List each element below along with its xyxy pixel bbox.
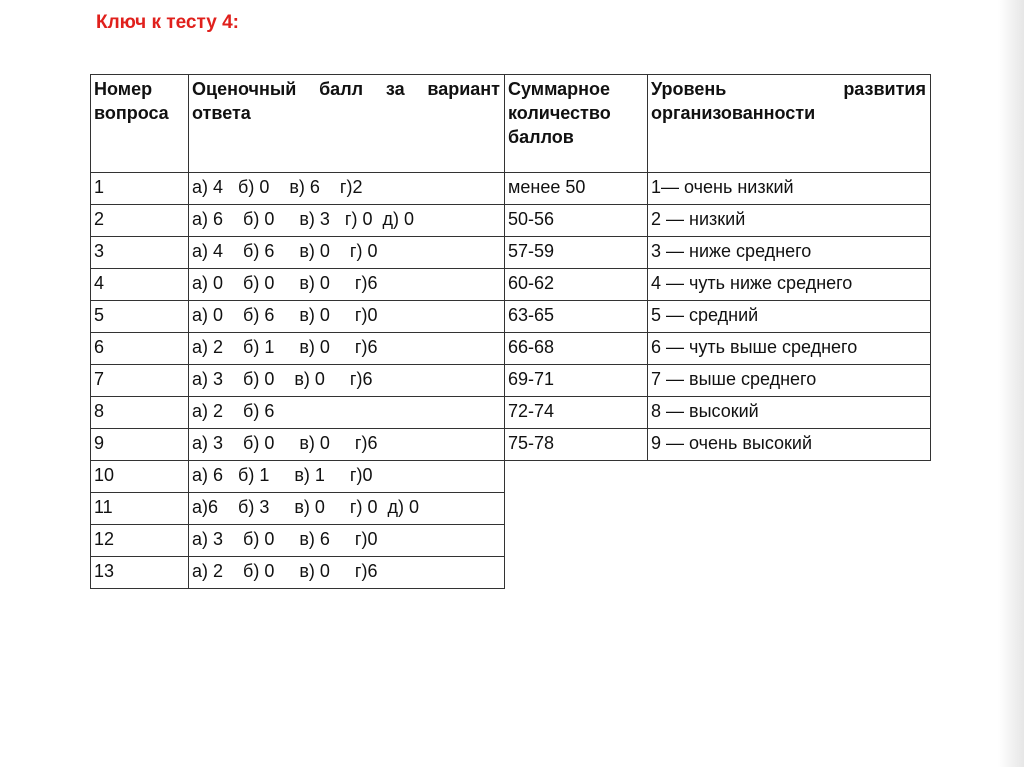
table-row — [91, 557, 505, 589]
score-range-cell: менее 50 — [505, 173, 648, 205]
score-range-cell: 72-74 — [505, 397, 648, 429]
header-total — [505, 75, 648, 173]
header-question-number-line: Номер — [94, 79, 153, 99]
score-range-cell: 75-78 — [505, 429, 648, 461]
level-cell: 2 — низкий — [648, 205, 931, 237]
header-score-word: Оценочный — [192, 79, 297, 99]
score-cell: а) 4 б) 0 в) 6 г)2 — [189, 173, 505, 205]
table-row — [91, 269, 505, 301]
table-row — [91, 397, 505, 429]
level-cell: 5 — средний — [648, 301, 931, 333]
table-row — [91, 173, 505, 205]
header-level-line: организованности — [651, 103, 816, 123]
table-row — [91, 429, 505, 461]
question-number-cell: 1 — [91, 173, 189, 205]
score-cell: а) 4 б) 6 в) 0 г) 0 — [189, 237, 505, 269]
score-cell: а) 6 б) 1 в) 1 г)0 — [189, 461, 505, 493]
level-cell: 8 — высокий — [648, 397, 931, 429]
level-cell: 7 — выше среднего — [648, 365, 931, 397]
score-cell: а) 3 б) 0 в) 0 г)6 — [189, 365, 505, 397]
question-number-cell: 11 — [91, 493, 189, 525]
level-cell: 1— очень низкий — [648, 173, 931, 205]
question-number-cell: 5 — [91, 301, 189, 333]
level-cell: 3 — ниже среднего — [648, 237, 931, 269]
table-row — [91, 365, 505, 397]
page-title: Ключ к тесту 4: — [96, 12, 239, 33]
question-number-cell: 6 — [91, 333, 189, 365]
table-row — [91, 493, 505, 525]
question-number-cell: 4 — [91, 269, 189, 301]
answer-key-table — [90, 74, 505, 589]
header-question-number — [91, 75, 189, 173]
question-number-cell: 3 — [91, 237, 189, 269]
level-cell: 4 — чуть ниже среднего — [648, 269, 931, 301]
table-row — [91, 205, 505, 237]
score-cell: а) 2 б) 0 в) 0 г)6 — [189, 557, 505, 589]
question-number-cell: 2 — [91, 205, 189, 237]
score-cell: а) 2 б) 1 в) 0 г)6 — [189, 333, 505, 365]
page-edge-shadow — [998, 0, 1024, 767]
score-range-cell: 57-59 — [505, 237, 648, 269]
header-level-word: развития — [843, 79, 926, 99]
question-number-cell: 9 — [91, 429, 189, 461]
score-cell: а)6 б) 3 в) 0 г) 0 д) 0 — [189, 493, 505, 525]
score-range-cell: 50-56 — [505, 205, 648, 237]
table-row — [505, 333, 931, 365]
question-number-cell: 7 — [91, 365, 189, 397]
header-level-line — [651, 77, 926, 101]
header-score — [189, 75, 505, 173]
level-cell: 6 — чуть выше среднего — [648, 333, 931, 365]
header-score-line: ответа — [192, 103, 251, 123]
score-cell: а) 3 б) 0 в) 6 г)0 — [189, 525, 505, 557]
score-cell: а) 0 б) 0 в) 0 г)6 — [189, 269, 505, 301]
score-range-cell: 60-62 — [505, 269, 648, 301]
table-row — [505, 365, 931, 397]
table-row — [505, 269, 931, 301]
table-row — [505, 397, 931, 429]
header-total-line: количество — [508, 103, 611, 123]
header-total-line: баллов — [508, 127, 574, 147]
level-cell: 9 — очень высокий — [648, 429, 931, 461]
score-cell: а) 6 б) 0 в) 3 г) 0 д) 0 — [189, 205, 505, 237]
table-row — [91, 525, 505, 557]
table-row — [505, 301, 931, 333]
header-score-word: вариант — [427, 79, 500, 99]
levels-table — [504, 74, 931, 461]
score-cell: а) 2 б) 6 — [189, 397, 505, 429]
score-range-cell: 69-71 — [505, 365, 648, 397]
question-number-cell: 10 — [91, 461, 189, 493]
score-cell: а) 3 б) 0 в) 0 г)6 — [189, 429, 505, 461]
table-row — [91, 333, 505, 365]
table-row — [505, 205, 931, 237]
header-total-line: Суммарное — [508, 79, 611, 99]
header-score-word: балл — [319, 79, 364, 99]
score-range-cell: 63-65 — [505, 301, 648, 333]
header-level — [648, 75, 931, 173]
score-cell: а) 0 б) 6 в) 0 г)0 — [189, 301, 505, 333]
score-range-cell: 66-68 — [505, 333, 648, 365]
header-score-line — [192, 77, 500, 101]
header-score-word: за — [385, 79, 405, 99]
table-row — [505, 237, 931, 269]
table-row — [505, 429, 931, 461]
table-row — [91, 461, 505, 493]
table-row — [505, 173, 931, 205]
header-question-number-line: вопроса — [94, 103, 169, 123]
question-number-cell: 13 — [91, 557, 189, 589]
question-number-cell: 12 — [91, 525, 189, 557]
question-number-cell: 8 — [91, 397, 189, 429]
table-row — [91, 237, 505, 269]
table-row — [91, 301, 505, 333]
header-level-word: Уровень — [651, 79, 727, 99]
